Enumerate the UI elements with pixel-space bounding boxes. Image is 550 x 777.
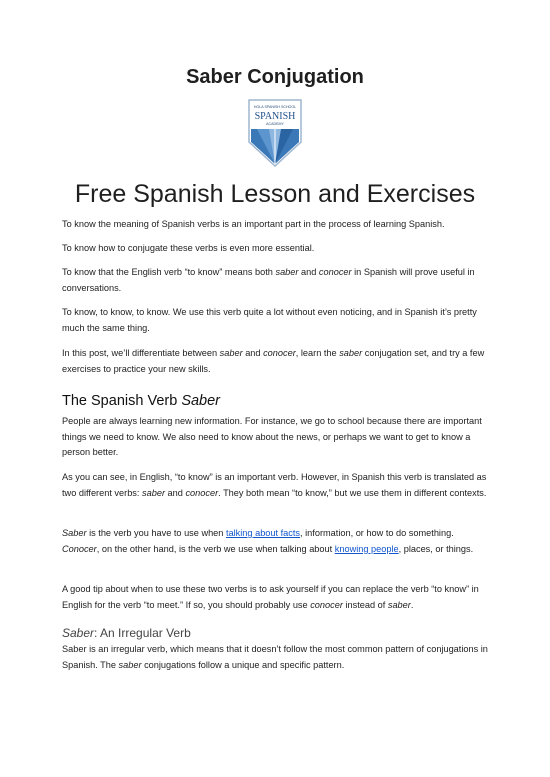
logo-sub-text: ACADEMY: [266, 122, 284, 126]
paragraph: To know, to know, to know. We use this verb quite a lot without even noticing, and in Spanish it’s pretty much the same thing.: [62, 307, 477, 333]
paragraph: To know that the English verb “to know” means both saber and conocer in Spanish will prove useful in conversations.: [62, 267, 475, 293]
paragraph: In this post, we’ll differentiate between saber and conocer, learn the saber conjugation set, and try a few exercises to practice your new skills.: [62, 348, 485, 374]
logo-main-text: SPANISH: [254, 111, 296, 122]
paragraph: To know the meaning of Spanish verbs is an important part in the process of learning Spanish.: [62, 219, 445, 229]
document-title: Saber Conjugation: [186, 66, 364, 88]
subsection-heading: Saber: An Irregular Verb: [62, 626, 191, 640]
paragraph: Saber is an irregular verb, which means that it doesn’t follow the most common pattern of conjugations in Spanish. The saber conjugations follow a unique and specific pattern.: [62, 644, 488, 670]
paragraph: A good tip about when to use these two verbs is to ask yourself if you can replace the verb “to know” in English for the verb “to meet.” If so, you should probably use conocer instead of saber.: [62, 584, 479, 610]
paragraph: As you can see, in English, “to know” is an important verb. However, in Spanish this verb is translated as two different verbs: saber and conocer. They both mean “to know,” but we use them in different contexts.: [62, 472, 487, 498]
paragraph: To know how to conjugate these verbs is even more essential.: [62, 243, 315, 253]
intro-section: [62, 217, 492, 233]
spanish-academy-logo: [245, 98, 305, 168]
knowing-people-link[interactable]: knowing people: [334, 543, 399, 554]
paragraph: People are always learning new information. For instance, we go to school because there are important things we need to know. We also need to know about the news, or perhaps we want to get to know a person better.: [62, 416, 482, 457]
main-heading: Free Spanish Lesson and Exercises: [74, 180, 476, 208]
section-heading: The Spanish Verb Saber: [62, 393, 221, 409]
paragraph: Saber is the verb you have to use when talking about facts, information, or how to do something. Conocer, on the other hand, is the verb we use when talking about knowing people, places, or things.: [62, 528, 474, 554]
logo-top-text: HOLA SPANISH SCHOOL: [253, 105, 297, 109]
talking-about-facts-link[interactable]: talking about facts: [225, 528, 301, 538]
